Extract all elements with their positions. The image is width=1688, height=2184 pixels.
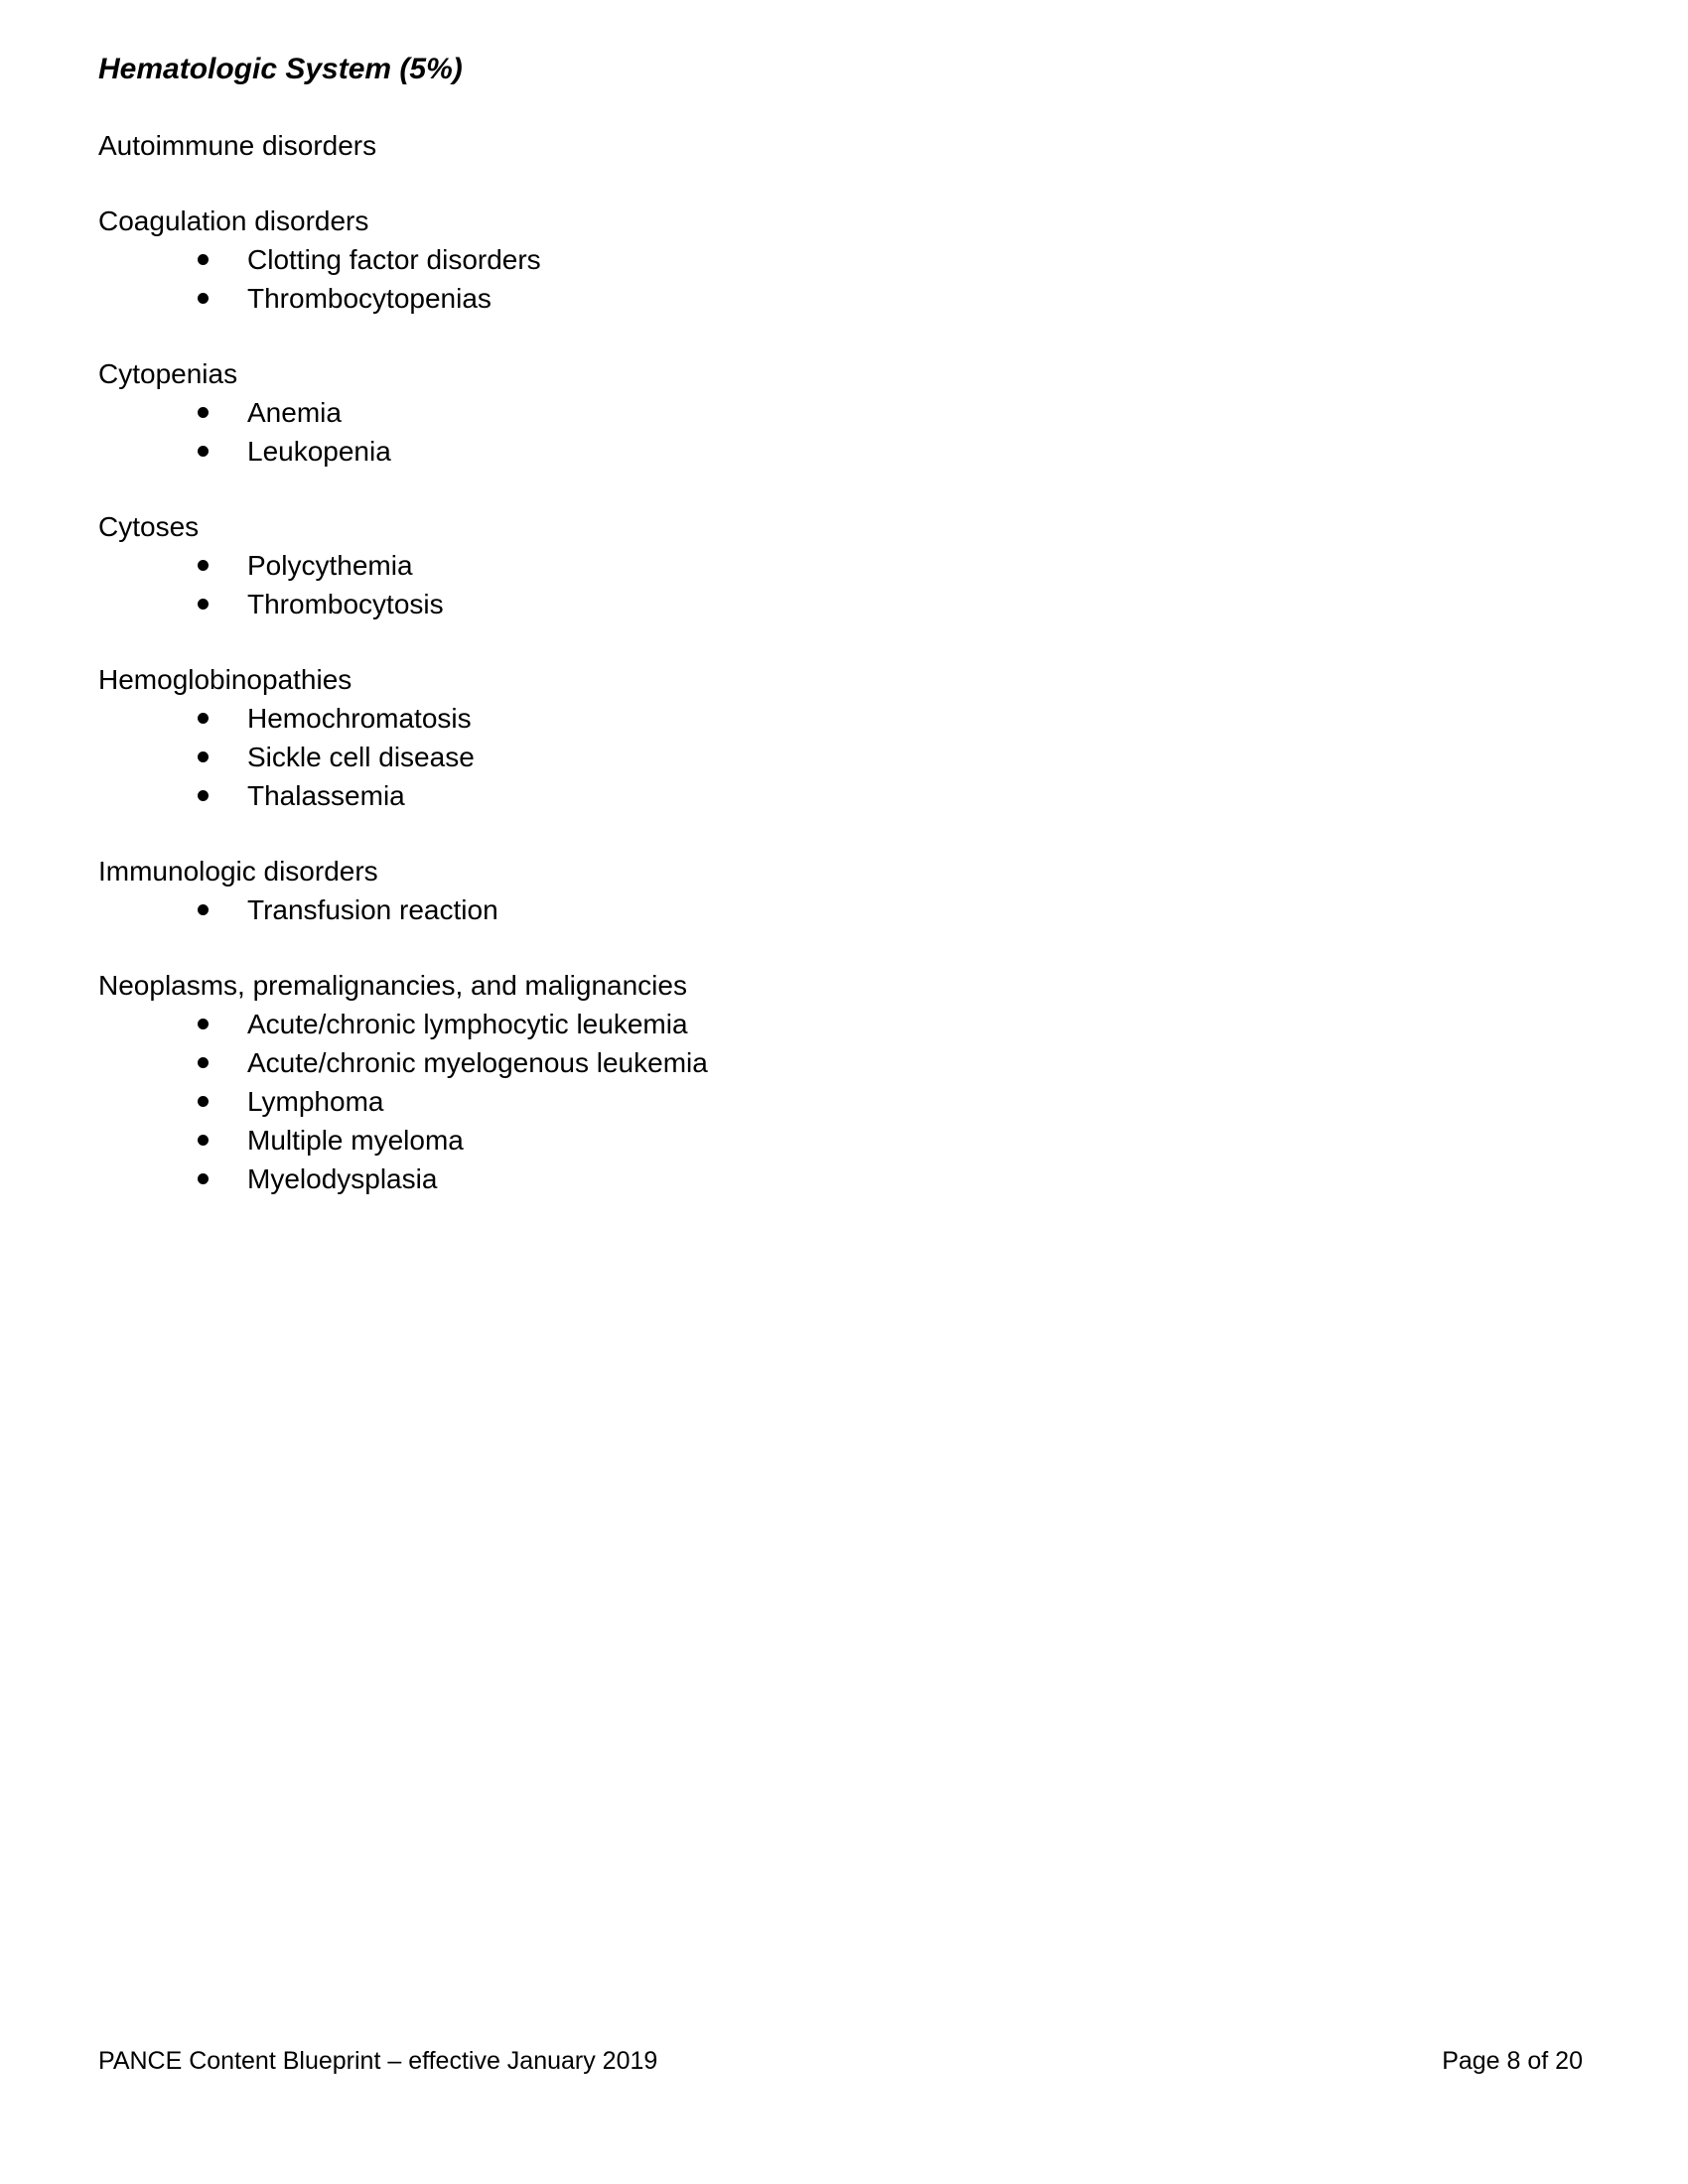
list-item [98,890,1488,929]
list-item-label: Myelodysplasia [247,1163,438,1194]
list-item-label: Thrombocytosis [247,589,444,619]
bullet-icon [198,254,209,265]
list-item-label: Lymphoma [247,1086,384,1117]
bullet-icon [198,293,209,304]
bullet-icon [198,446,209,457]
bullet-icon [198,790,209,801]
section-title: Cytopenias [98,358,238,389]
list-item [98,432,1488,471]
list-item [98,776,1488,815]
section-title: Coagulation disorders [98,205,369,236]
list-item-label: Multiple myeloma [247,1125,464,1156]
list-item-label: Acute/chronic myelogenous leukemia [247,1047,708,1078]
list-item-label: Leukopenia [247,436,391,467]
list-item [98,546,1488,585]
list-item [98,1121,1488,1160]
section-title: Immunologic disorders [98,856,378,887]
section-cytopenias [98,354,1488,471]
section-title: Neoplasms, premalignancies, and malignancies [98,970,687,1001]
bullet-icon [198,713,209,724]
page-footer [98,2045,1583,2077]
bullet-icon [198,1135,209,1146]
section-coagulation-disorders [98,202,1488,318]
list-item [98,1082,1488,1121]
list-item [98,240,1488,279]
page-heading: Hematologic System (5%) [98,53,463,85]
list-item [98,738,1488,776]
list-item-label: Hemochromatosis [247,703,472,734]
section-hemoglobinopathies [98,660,1488,815]
section-title: Cytoses [98,511,200,542]
section-title: Hemoglobinopathies [98,664,352,695]
bullet-list [98,240,1488,318]
bullet-icon [198,560,209,571]
section-immunologic-disorders [98,852,1488,929]
list-item-label: Transfusion reaction [247,894,498,925]
bullet-list [98,699,1488,815]
bullet-icon [198,1173,209,1184]
list-item [98,1160,1488,1198]
bullet-icon [198,1019,209,1029]
list-item-label: Acute/chronic lymphocytic leukemia [247,1009,688,1039]
list-item [98,1005,1488,1043]
page-content [98,50,1488,1198]
section-neoplasms [98,966,1488,1198]
section-title: Autoimmune disorders [98,130,377,161]
section-cytoses [98,507,1488,623]
bullet-icon [198,1096,209,1107]
bullet-icon [198,904,209,915]
list-item-label: Thalassemia [247,780,405,811]
list-item-label: Polycythemia [247,550,413,581]
list-item [98,393,1488,432]
bullet-icon [198,599,209,610]
list-item [98,699,1488,738]
list-item-label: Thrombocytopenias [247,283,492,314]
bullet-list [98,546,1488,623]
bullet-icon [198,1057,209,1068]
list-item [98,279,1488,318]
list-item [98,585,1488,623]
bullet-list [98,393,1488,471]
bullet-list [98,1005,1488,1198]
page-number: Page 8 of 20 [1442,2047,1583,2075]
list-item-label: Clotting factor disorders [247,244,541,275]
bullet-icon [198,751,209,762]
bullet-list [98,890,1488,929]
list-item-label: Sickle cell disease [247,742,475,772]
list-item [98,1043,1488,1082]
list-item-label: Anemia [247,397,342,428]
bullet-icon [198,407,209,418]
section-autoimmune-disorders [98,126,1488,165]
footer-document-title: PANCE Content Blueprint – effective January 2019 [98,2047,658,2075]
